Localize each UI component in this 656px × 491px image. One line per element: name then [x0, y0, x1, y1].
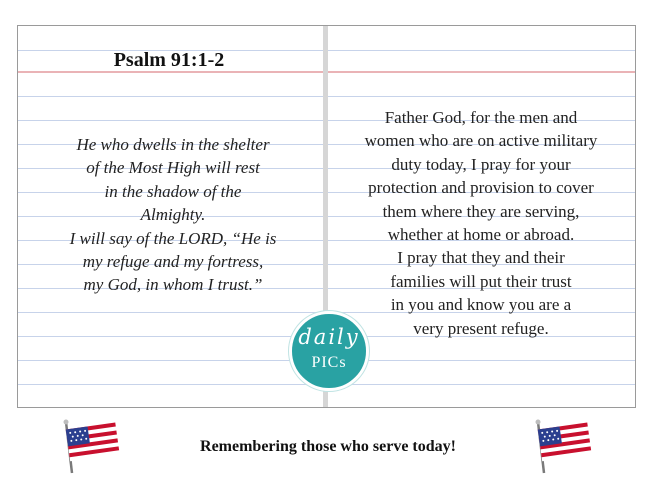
daily-pics-logo — [289, 311, 369, 391]
footer-text: Remembering those who serve today! — [200, 438, 456, 455]
verse-line: my refuge and my fortress, — [82, 252, 264, 272]
prayer-line: Father God, for the men and — [384, 108, 578, 127]
logo-top-text: daily — [298, 325, 360, 349]
prayer-line: very present refuge. — [413, 318, 549, 338]
logo-bottom-text: PICs — [311, 354, 347, 371]
prayer-line: duty today, I pray for your — [391, 154, 571, 174]
prayer-line: protection and provision to cover — [368, 178, 594, 198]
verse-line: He who dwells in the shelter — [76, 135, 270, 154]
prayer-line: families will put their trust — [390, 271, 572, 291]
prayer-line: in you and know you are a — [390, 295, 572, 315]
verse-line: in the shadow of the — [104, 181, 242, 201]
american-flag-icon — [528, 418, 594, 474]
card-title: Psalm 91:1-2 — [113, 49, 225, 71]
prayer-text — [336, 106, 626, 340]
prayer-line: I pray that they and their — [397, 248, 565, 268]
verse-line: I will say of the LORD, “He is — [69, 228, 277, 248]
verse-line: of the Most High will rest — [86, 158, 260, 178]
verse-line: Almighty. — [140, 205, 206, 225]
prayer-line: whether at home or abroad. — [387, 225, 575, 245]
prayer-line: them where they are serving, — [382, 201, 580, 221]
index-card — [17, 25, 636, 408]
verse-line: my God, in whom I trust.” — [83, 275, 263, 295]
prayer-line: women who are on active military — [364, 131, 598, 151]
scripture-verse — [48, 133, 298, 297]
american-flag-icon — [56, 418, 122, 474]
